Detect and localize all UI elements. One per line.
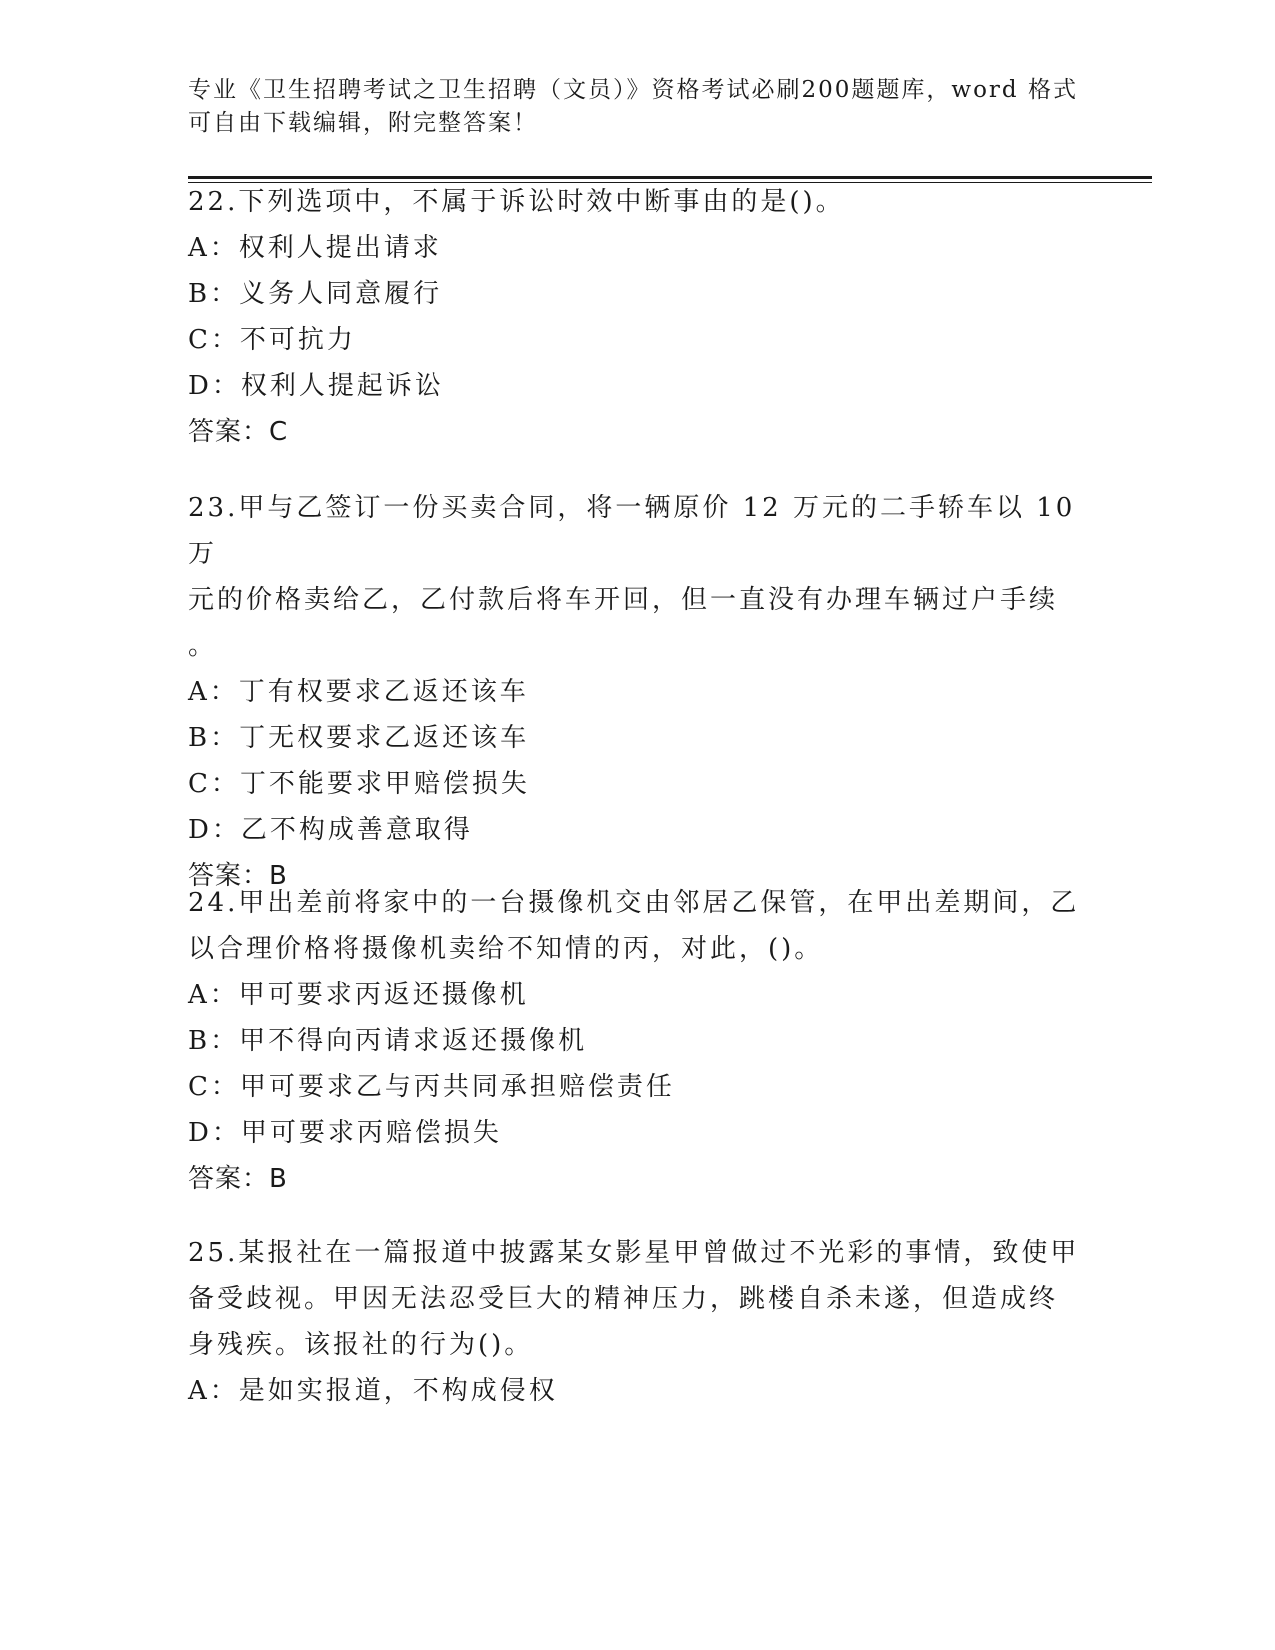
option-a: A：权利人提出请求 (188, 233, 442, 263)
question-stem: 身残疾。该报社的行为()。 (188, 1330, 534, 1360)
option-a: A：甲可要求丙返还摄像机 (188, 980, 529, 1010)
option-b: B：义务人同意履行 (188, 279, 443, 309)
question-stem: 。 (188, 631, 218, 661)
option-c: C：甲可要求乙与丙共同承担赔偿责任 (188, 1072, 675, 1102)
option-c: C：不可抗力 (188, 325, 356, 355)
option-d: D：权利人提起诉讼 (188, 371, 444, 401)
header-line-2: 可自由下载编辑，附完整答案！ (188, 110, 538, 136)
question-stem: 元的价格卖给乙，乙付款后将车开回，但一直没有办理车辆过户手续 (188, 585, 1059, 615)
question-stem: 24.甲出差前将家中的一台摄像机交由邻居乙保管，在甲出差期间，乙 (188, 888, 1080, 918)
option-d: D：甲可要求丙赔偿损失 (188, 1118, 502, 1148)
question-stem: 23.甲与乙签订一份买卖合同，将一辆原价 12 万元的二手轿车以 10 万 (188, 493, 1076, 569)
option-b: B：丁无权要求乙返还该车 (188, 723, 530, 753)
answer-line: 答案：B (188, 861, 288, 891)
question-stem: 25.某报社在一篇报道中披露某女影星甲曾做过不光彩的事情，致使甲 (188, 1238, 1080, 1268)
question-stem: 备受歧视。甲因无法忍受巨大的精神压力，跳楼自杀未遂，但造成终 (188, 1284, 1059, 1314)
question-23 (188, 485, 1088, 899)
question-stem: 22.下列选项中，不属于诉讼时效中断事由的是()。 (188, 187, 845, 217)
question-25 (188, 1230, 1088, 1414)
option-c: C：丁不能要求甲赔偿损失 (188, 769, 530, 799)
question-24 (188, 880, 1088, 1202)
header-line-1: 专业《卫生招聘考试之卫生招聘（文员）》资格考试必刷200题题库，word 格式 (188, 77, 1078, 103)
option-a: A：丁有权要求乙返还该车 (188, 677, 529, 707)
answer-line: 答案：C (188, 417, 289, 447)
answer-line: 答案：B (188, 1164, 288, 1194)
option-b: B：甲不得向丙请求返还摄像机 (188, 1026, 588, 1056)
option-a: A：是如实报道，不构成侵权 (188, 1376, 558, 1406)
option-d: D：乙不构成善意取得 (188, 815, 473, 845)
question-stem: 以合理价格将摄像机卖给不知情的丙，对此，()。 (188, 934, 824, 964)
document-header (188, 74, 1088, 140)
question-22 (188, 179, 1088, 455)
